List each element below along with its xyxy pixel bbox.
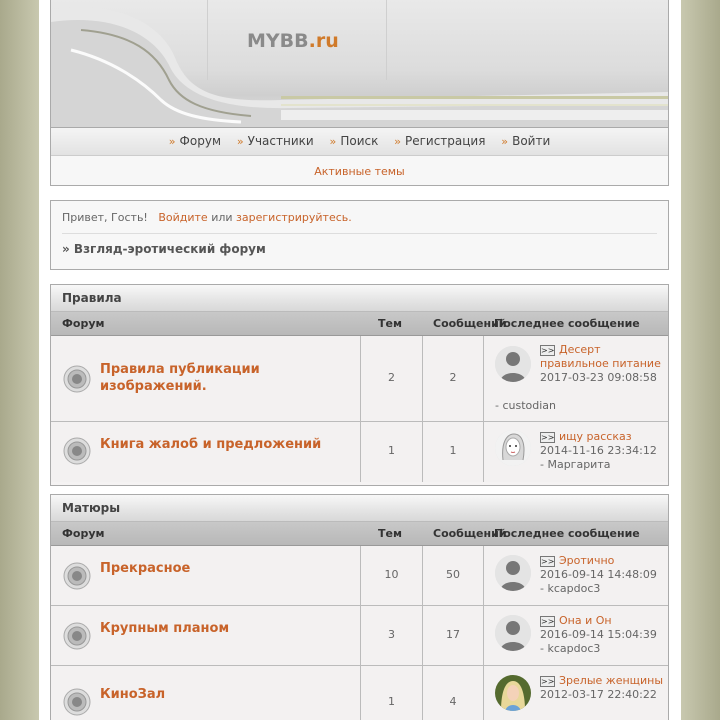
default-avatar (495, 615, 531, 651)
forum-posts-count: 50 (423, 546, 484, 605)
forum-topics-count: 1 (361, 422, 423, 482)
forum-read-icon (63, 437, 91, 465)
nav-search[interactable]: ›› Поиск (329, 134, 379, 148)
forum-topics-count: 10 (361, 546, 423, 605)
default-avatar (495, 346, 531, 382)
last-post-author: - custodian (495, 399, 557, 412)
last-post-link[interactable]: Десерт правильное питание (540, 343, 661, 370)
breadcrumb[interactable]: » Взгляд-эротический форум (62, 242, 266, 256)
forum-read-icon (63, 365, 91, 393)
category-title[interactable]: Правила (51, 285, 668, 312)
forum-posts-count: 2 (423, 336, 484, 421)
last-post-date: 2012-03-17 22:40:22 (540, 688, 657, 701)
last-post-date: 2016-09-14 15:04:39 (540, 628, 657, 641)
col-posts: Сообщений (433, 317, 507, 330)
last-post-link[interactable]: Эротично (559, 554, 615, 567)
default-avatar (495, 555, 531, 591)
last-post-link[interactable]: Она и Он (559, 614, 612, 627)
header-swoosh-graphic (51, 0, 669, 128)
forum-read-icon (63, 688, 91, 716)
forum-row (51, 336, 668, 422)
navigation-bar (50, 128, 669, 186)
col-forum: Форум (62, 527, 105, 540)
last-post-author: - kcapdoc3 (540, 582, 601, 595)
login-link[interactable]: Войдите (158, 211, 208, 224)
greeting-text (62, 211, 657, 224)
go-to-last-post-icon[interactable]: >> (541, 346, 555, 355)
double-chevron-icon: ›› (501, 135, 507, 148)
site-logo[interactable]: MYBB.ru (247, 30, 339, 52)
last-post-link[interactable]: ищу рассказ (559, 430, 632, 443)
go-to-last-post-icon[interactable]: >> (541, 617, 555, 626)
forum-link[interactable]: КиноЗал (100, 687, 166, 702)
greeting-panel (50, 200, 669, 270)
greeting-or: или (211, 211, 233, 224)
girl-sketch-avatar (495, 430, 531, 466)
forum-posts-count: 17 (423, 606, 484, 665)
register-link[interactable]: зарегистрируйтесь. (236, 211, 352, 224)
forum-topics-count: 1 (361, 666, 423, 720)
forum-read-icon (63, 622, 91, 650)
go-to-last-post-icon[interactable]: >> (541, 677, 555, 686)
last-post-link[interactable]: Зрелые женщины (559, 674, 664, 687)
col-topics: Тем (378, 317, 402, 330)
nav-members[interactable]: ›› Участники (236, 134, 314, 148)
col-topics: Тем (378, 527, 402, 540)
active-topics-link[interactable]: Активные темы (314, 165, 405, 178)
photo-avatar (495, 675, 531, 711)
forum-posts-count: 1 (423, 422, 484, 482)
category-rules (50, 284, 669, 486)
last-post-date: 2016-09-14 14:48:09 (540, 568, 657, 581)
forum-posts-count: 4 (423, 666, 484, 720)
last-post-date: 2014-11-16 23:34:12 (540, 444, 657, 457)
double-chevron-icon: ›› (394, 135, 399, 148)
table-header (51, 522, 668, 546)
page-wrapper (39, 0, 681, 720)
forum-row (51, 606, 668, 666)
go-to-last-post-icon[interactable]: >> (541, 557, 555, 566)
divider (62, 233, 657, 234)
forum-topics-count: 3 (361, 606, 423, 665)
last-post-author: - kcapdoc3 (540, 642, 601, 655)
double-chevron-icon: ›› (168, 135, 174, 148)
go-to-last-post-icon[interactable]: >> (541, 433, 555, 442)
forum-row (51, 546, 668, 606)
site-header (50, 0, 669, 128)
nav-forum[interactable]: ›› Форум (168, 134, 221, 148)
forum-link[interactable]: Правила публикации изображений. (100, 362, 260, 394)
col-last: Последнее сообщение (494, 527, 640, 540)
forum-link[interactable]: Крупным планом (100, 621, 230, 636)
greeting-prefix: Привет, Гость! (62, 211, 148, 224)
col-posts: Сообщений (433, 527, 507, 540)
forum-row (51, 422, 668, 482)
main-menu (51, 128, 668, 156)
forum-topics-count: 2 (361, 336, 423, 421)
double-chevron-icon: ›› (329, 135, 335, 148)
category-mature (50, 494, 669, 720)
last-post-author: - Маргарита (540, 458, 611, 471)
col-last: Последнее сообщение (494, 317, 640, 330)
forum-row (51, 666, 668, 720)
last-post-date: 2017-03-23 09:08:58 (540, 371, 657, 384)
nav-register[interactable]: ›› Регистрация (394, 134, 486, 148)
forum-link[interactable]: Прекрасное (100, 561, 191, 576)
active-topics-row (51, 156, 668, 178)
forum-read-icon (63, 562, 91, 590)
category-title[interactable]: Матюры (51, 495, 668, 522)
double-chevron-icon: ›› (236, 135, 242, 148)
col-forum: Форум (62, 317, 105, 330)
forum-link[interactable]: Книга жалоб и предложений (100, 437, 322, 452)
table-header (51, 312, 668, 336)
nav-login[interactable]: ›› Войти (501, 134, 551, 148)
